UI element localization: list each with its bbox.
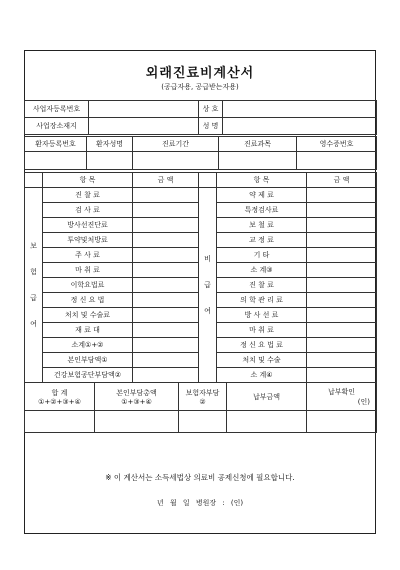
insured-item: 소계①+②	[43, 338, 133, 353]
total-label: 합 계	[51, 388, 68, 397]
uninsured-amount[interactable]	[307, 368, 377, 383]
insured-item: 진 찰 료	[43, 188, 133, 203]
total-formula: ①+②+③+④	[38, 397, 81, 406]
uninsured-item: 소 계④	[217, 368, 307, 383]
period-header: 진료기간	[133, 137, 219, 152]
uninsured-item-header: 항 목	[217, 173, 307, 188]
uninsured-amount[interactable]	[307, 308, 377, 323]
uninsured-amount[interactable]	[307, 293, 377, 308]
uninsured-item: 의 학 관 리 료	[217, 293, 307, 308]
patient-total-formula: ①+③+④	[121, 397, 152, 406]
items-table	[24, 172, 377, 383]
uninsured-item: 마 취 료	[217, 323, 307, 338]
business-address-value[interactable]	[89, 118, 199, 135]
department-header: 진료과목	[219, 137, 297, 152]
insured-amount[interactable]	[133, 323, 199, 338]
uninsured-corner	[199, 173, 217, 188]
insurer-formula: ②	[199, 397, 206, 406]
uninsured-amount[interactable]	[307, 323, 377, 338]
name-value[interactable]	[223, 118, 377, 135]
patient-no-header: 환자등록번호	[25, 137, 87, 152]
trade-name-label: 상 호	[199, 101, 223, 118]
uninsured-item: 보 철 료	[217, 218, 307, 233]
insured-amount-header: 금 액	[133, 173, 199, 188]
trade-name-value[interactable]	[223, 101, 377, 118]
patient-name-value[interactable]	[87, 152, 133, 170]
uninsured-item: 약 제 료	[217, 188, 307, 203]
uninsured-item: 처치 및 수술	[217, 353, 307, 368]
receipt-no-header: 영수증번호	[297, 137, 377, 152]
business-reg-value[interactable]	[89, 101, 199, 118]
business-address-label: 사업장소재지	[25, 118, 89, 135]
payment-amount-value[interactable]	[227, 411, 307, 433]
payment-confirm-seal: (인)	[357, 397, 370, 406]
uninsured-item: 기 타	[217, 248, 307, 263]
insured-amount[interactable]	[133, 233, 199, 248]
insured-amount[interactable]	[133, 308, 199, 323]
insured-amount[interactable]	[133, 368, 199, 383]
insured-amount[interactable]	[133, 188, 199, 203]
insurer-value[interactable]	[179, 411, 227, 433]
insured-amount[interactable]	[133, 248, 199, 263]
uninsured-item: 진 찰 료	[217, 278, 307, 293]
insured-amount[interactable]	[133, 338, 199, 353]
header-table	[24, 100, 377, 135]
insured-amount[interactable]	[133, 218, 199, 233]
uninsured-amount[interactable]	[307, 278, 377, 293]
uninsured-amount[interactable]	[307, 338, 377, 353]
total-value[interactable]	[25, 411, 95, 433]
insured-item: 건강보험공단부담액②	[43, 368, 133, 383]
insured-item-header: 항 목	[43, 173, 133, 188]
insured-item: 투약및처방료	[43, 233, 133, 248]
patient-table	[24, 136, 377, 170]
deduction-note: ※ 이 계산서는 소득세법상 의료비 공제신청에 필요합니다.	[105, 473, 295, 482]
uninsured-amount[interactable]	[307, 218, 377, 233]
insurer-cell	[179, 383, 227, 411]
insured-section-label: 보 험 급 여	[25, 188, 43, 383]
receipt-no-value[interactable]	[297, 152, 377, 170]
payment-confirm-label: 납부확인	[327, 387, 356, 396]
patient-no-value[interactable]	[25, 152, 87, 170]
uninsured-item: 특정검사료	[217, 203, 307, 218]
patient-name-header: 환자성명	[87, 137, 133, 152]
insured-item: 본인부담액①	[43, 353, 133, 368]
patient-total-value[interactable]	[95, 411, 179, 433]
uninsured-amount[interactable]	[307, 233, 377, 248]
period-value[interactable]	[133, 152, 219, 170]
insured-item: 방사선진단료	[43, 218, 133, 233]
uninsured-amount[interactable]	[307, 353, 377, 368]
form-subtitle: (공급자용, 공급받는자용)	[161, 83, 239, 91]
insured-amount[interactable]	[133, 278, 199, 293]
insured-amount[interactable]	[133, 263, 199, 278]
summary-table	[24, 382, 377, 433]
uninsured-amount[interactable]	[307, 248, 377, 263]
business-reg-label: 사업자등록번호	[25, 101, 89, 118]
patient-total-cell	[95, 383, 179, 411]
form-title: 외래진료비계산서	[145, 66, 255, 81]
uninsured-item: 정 신 요 법 료	[217, 338, 307, 353]
insurer-label: 보험자부담	[185, 388, 220, 397]
insured-item: 이학요법료	[43, 278, 133, 293]
insured-item: 마 취 료	[43, 263, 133, 278]
insured-item: 정 신 요 법	[43, 293, 133, 308]
insured-amount[interactable]	[133, 293, 199, 308]
uninsured-item: 소 계③	[217, 263, 307, 278]
sign-line: 년 월 일 병원장 : (인)	[156, 499, 244, 507]
uninsured-item: 방 사 선 료	[217, 308, 307, 323]
uninsured-amount[interactable]	[307, 263, 377, 278]
payment-confirm-cell	[307, 383, 377, 411]
insured-item: 주 사 료	[43, 248, 133, 263]
payment-amount-label: 납부금액	[227, 383, 307, 411]
uninsured-item: 교 정 료	[217, 233, 307, 248]
uninsured-section-label: 비 급 여	[199, 188, 217, 383]
department-value[interactable]	[219, 152, 297, 170]
insured-item: 재 료 대	[43, 323, 133, 338]
patient-total-label: 본인부담총액	[116, 388, 157, 397]
total-cell	[25, 383, 95, 411]
uninsured-amount[interactable]	[307, 203, 377, 218]
insured-item: 처치 및 수술료	[43, 308, 133, 323]
insured-corner	[25, 173, 43, 188]
uninsured-amount-header: 금 액	[307, 173, 377, 188]
insured-item: 검 사 료	[43, 203, 133, 218]
name-label: 성 명	[199, 118, 223, 135]
payment-confirm-value[interactable]	[307, 411, 377, 433]
insured-amount[interactable]	[133, 203, 199, 218]
uninsured-amount[interactable]	[307, 188, 377, 203]
insured-amount[interactable]	[133, 353, 199, 368]
